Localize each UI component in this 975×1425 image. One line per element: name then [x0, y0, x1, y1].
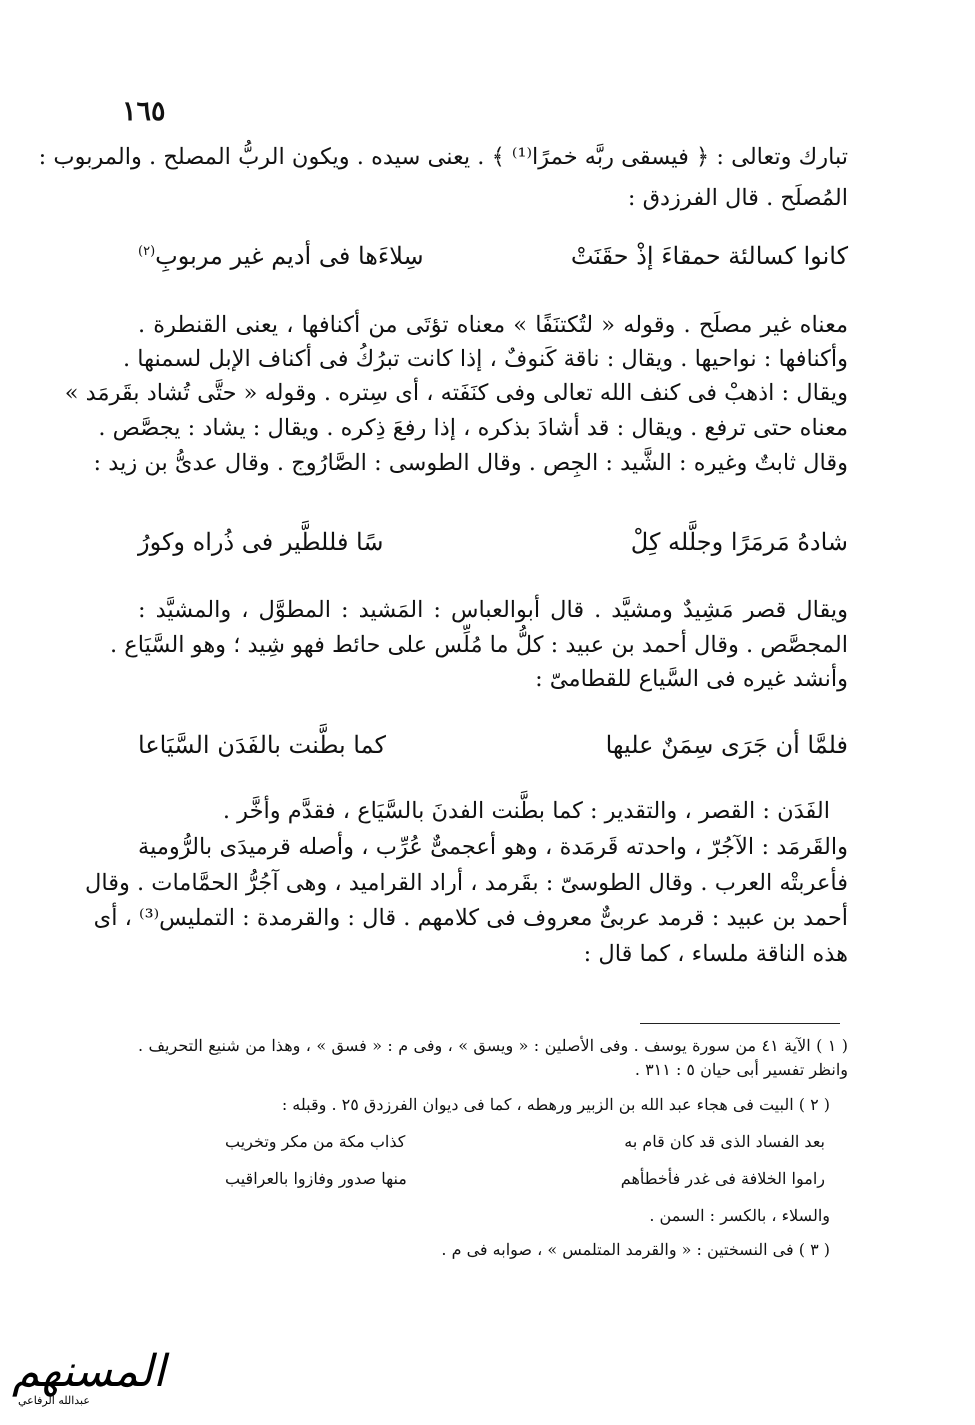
- logo-text: المسنهم: [12, 1346, 166, 1397]
- text-line: ويقال قصر مَشِيدٌ ومشيَّد . قال أبوالعباس : المَشيد : المطوَّل ، والمشيَّد :: [138, 597, 848, 623]
- verse-hemistich: فلمَّا أن جَرَى سِمَنٌ عليها: [605, 731, 848, 759]
- footnote-line: وانظر تفسير أبى حيان ٥ : ٣١١ .: [634, 1060, 848, 1079]
- text-line: هذه الناقة ملساء ، كما قال :: [583, 941, 848, 967]
- verse-hemistich: بعد الفساد الذى قد كان قام به: [624, 1132, 825, 1151]
- page-number: ١٦٥: [122, 96, 166, 127]
- text-line: وأنشد غيره فى السَّياع للقطامىّ :: [535, 666, 848, 692]
- text-line: المجصَّص . وقال أحمد بن عبيد : كلُّ ما مُلِّس على حائط فهو شِيد ؛ وهو السَّيَاع .: [109, 632, 848, 658]
- footnote-verse: [225, 1167, 825, 1191]
- verse: [138, 522, 848, 562]
- text-line: وأكنافها : نواحيها . ويقال : ناقة كَنوفٌ ، إذا كانت تبرُكُ فى أكناف الإبل لسمنها .: [122, 346, 848, 372]
- publisher-logo: [8, 1342, 178, 1416]
- verse-hemistich: منها صدور وفازوا بالعراقيب: [225, 1169, 407, 1188]
- text-line: معناه حتى ترفع . ويقال : قد أشادَ بذكره ، إذا رفعَ ذِكره . ويقال : يشاد : يجصَّص .: [98, 415, 848, 441]
- logo-subtext: عبدالله الرفاعي: [18, 1394, 90, 1407]
- text-line: المُصلَح . قال الفرزدق :: [627, 185, 848, 211]
- text-line: معناه غير مصلَح . وقوله « لتُكتنَفًا » معناه تؤتَى من أكنافها ، يعنى القنطرة .: [138, 312, 848, 338]
- footnote-verse: [225, 1130, 825, 1154]
- verse-hemistich: راموا الخلافة فى غدر فأخطأهم: [620, 1169, 825, 1188]
- verse-hemistich: كما بطَّنت بالفَدَن السَّيَاعا: [138, 731, 386, 759]
- verse-hemistich: كانوا كسالئة حمقاءَ إذْ حقَنَتْ: [570, 242, 848, 270]
- verse: [138, 725, 848, 765]
- text-line: تبارك وتعالى : ﴿ فيسقى ربَّه خمرًا⁽¹⁾ ﴾ . يعنى سيده . ويكون الربُّ المصلح . والمربوب :: [38, 144, 848, 170]
- verse-hemistich: سًا فللطَّير فى ذُراه وكورُ: [138, 528, 384, 556]
- text-line: الفَدَن : القصر ، والتقدير : كما بطَّنت الفدنَ بالسَّيَاع ، فقدَّم وأخَّر .: [222, 798, 830, 824]
- footnote-line: ( ١ ) الآية ٤١ من سورة يوسف . وفى الأصلين : « ويسق » ، وفى م : « فسق » ، وهذا من شنيع التحريف .: [138, 1036, 849, 1055]
- verse: [138, 236, 848, 276]
- footnote-line: ( ٢ ) البيت فى هجاء عبد الله بن الزبير ورهطه ، كما فى ديوان الفرزدق ٢٥ . وقبله :: [281, 1095, 830, 1114]
- verse-hemistich: كذاب مكة من مكر وتخريب: [225, 1132, 406, 1151]
- verse-hemistich: [138, 236, 424, 276]
- text-line: والقَرمَد : الآجُرّ ، واحدته قَرمَدة ، وهو أعجمىٌّ عُرِّب ، وأصله قرميدَى بالرُّومية: [138, 834, 848, 860]
- text-line: فأعربتْه العرب . وقال الطوسىّ : بقَرمد ، أراد القراميد ، وهى آجُرُّ الحمَّامات . وقال: [84, 870, 848, 896]
- text-line: أحمد بن عبيد : قرمد عربىٌّ معروف فى كلامهم . قال : والقرمدة : التمليس⁽³⁾ ، أى: [93, 905, 848, 931]
- text-line: وقال ثابتٌ وغيره : الشَّيد : الجِص . وقال الطوسى : الصَّارُوج . وقال عدىُّ بن زيد :: [93, 450, 848, 476]
- footnote-line: والسلاء ، بالكسر : السمن .: [649, 1206, 830, 1225]
- footnote-line: ( ٣ ) فى النسختين : « والقرمد المتلمس » ، صوابه فى م .: [441, 1240, 830, 1259]
- footnote-marker: (٢): [138, 244, 156, 259]
- verse-hemistich-text: سِلاءَها فى أديم غير مربوبِ: [155, 242, 424, 270]
- verse-hemistich: شادهُ مَرمَرًا وجلَّله كِلْ: [630, 528, 848, 556]
- footnote-separator: [640, 1023, 840, 1024]
- text-line: ويقال : اذهبْ فى كنف الله تعالى وفى كنَفَته ، أى سِتره . وقوله « حتَّى تُشاد بقَرمَد »: [64, 380, 848, 406]
